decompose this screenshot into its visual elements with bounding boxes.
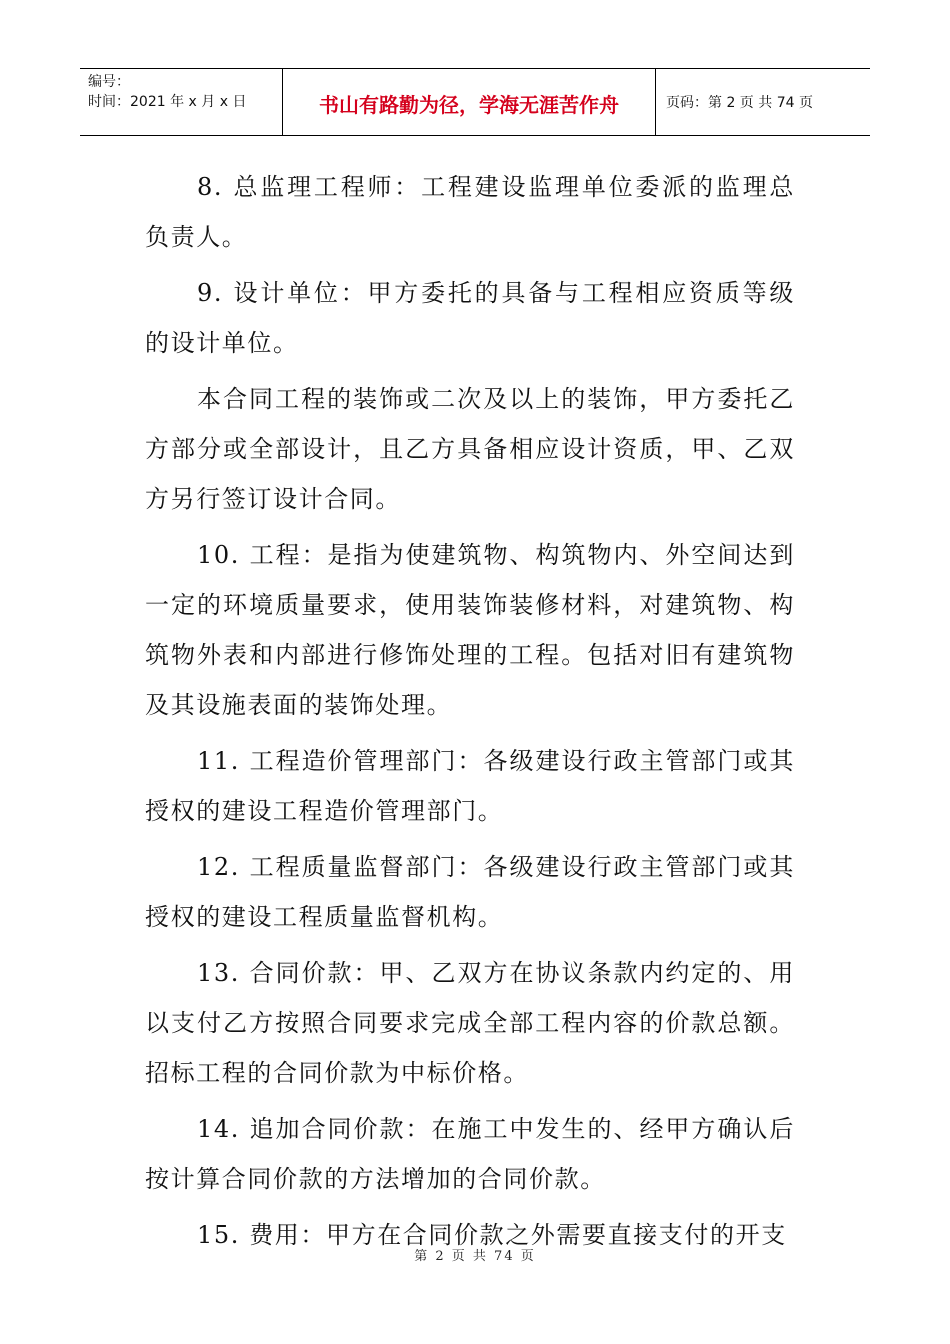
page-header xyxy=(80,68,870,136)
header-motto-cell xyxy=(283,69,656,135)
paragraph-12-quality-supervision: 12. 工程质量监督部门：各级建设行政主管部门或其授权的建设工程质量监督机构。 xyxy=(145,853,795,931)
paragraph-8-chief-supervisor: 8. 总监理工程师：工程建设监理单位委派的监理总负责人。 xyxy=(145,173,795,251)
page-footer: 第 2 页 共 74 页 xyxy=(414,1249,536,1264)
header-page-code: 页码：第 2 页 共 74 页 xyxy=(666,95,813,111)
paragraph-10-project: 10. 工程：是指为使建筑物、构筑物内、外空间达到一定的环境质量要求，使用装饰装修材料，对建筑物、构筑物外表和内部进行修饰处理的工程。包括对旧有建筑物及其设施表面的装饰处理。 xyxy=(145,541,795,719)
header-page-cell xyxy=(656,69,870,135)
paragraph-13-contract-price: 13. 合同价款：甲、乙双方在协议条款内约定的、用以支付乙方按照合同要求完成全部工程内容的价款总额。招标工程的合同价款为中标价格。 xyxy=(145,959,795,1087)
document-number-label: 编号： xyxy=(88,74,130,90)
paragraph-15-expenses: 15. 费用：甲方在合同价款之外需要直接支付的开支 xyxy=(197,1221,787,1249)
header-motto: 书山有路勤为径，学海无涯苦作舟 xyxy=(319,93,619,117)
header-meta-cell xyxy=(80,69,283,135)
paragraph-design-contract: 本合同工程的装饰或二次及以上的装饰，甲方委托乙方部分或全部设计，且乙方具备相应设计资质，甲、乙双方另行签订设计合同。 xyxy=(145,385,795,513)
paragraph-9-design-unit: 9. 设计单位：甲方委托的具备与工程相应资质等级的设计单位。 xyxy=(145,279,795,357)
paragraph-11-cost-management: 11. 工程造价管理部门：各级建设行政主管部门或其授权的建设工程造价管理部门。 xyxy=(145,747,795,825)
document-body xyxy=(145,162,795,1266)
paragraph-14-additional-price: 14. 追加合同价款：在施工中发生的、经甲方确认后按计算合同价款的方法增加的合同价款。 xyxy=(145,1115,795,1193)
document-date-label: 时间：2021 年 x 月 x 日 xyxy=(88,94,247,110)
